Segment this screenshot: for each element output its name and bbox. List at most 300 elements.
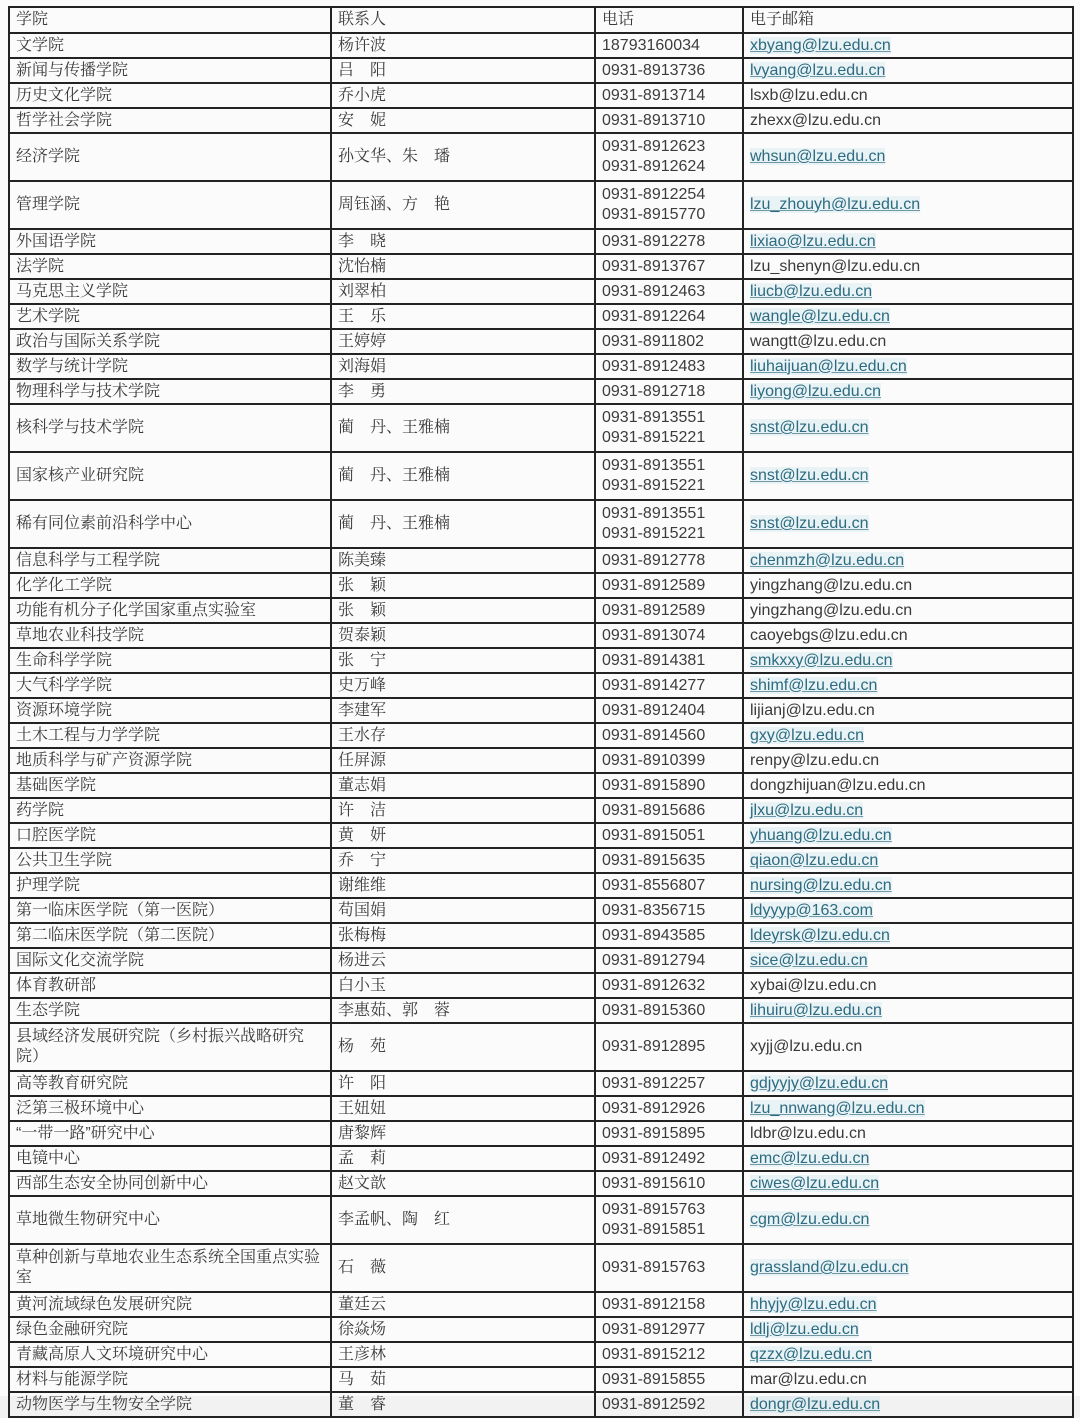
phone-number: 0931-8915855 [602,1370,706,1388]
email-cell [743,998,1073,1023]
table-row [9,83,1073,108]
phone-number: 0931-8915895 [602,1124,706,1142]
phone-cell [595,923,743,948]
contact-cell: 马 茹 [331,1367,595,1392]
contact-cell: 杨进云 [331,948,595,973]
email-cell [743,723,1073,748]
college-cell: 马克思主义学院 [9,279,331,304]
email-cell [743,1023,1073,1071]
phone-cell [595,573,743,598]
email-link[interactable]: sice@lzu.edu.cn [750,951,868,969]
email-cell [743,648,1073,673]
contact-cell: 张 颖 [331,573,595,598]
email-link[interactable]: lvyang@lzu.edu.cn [750,61,886,79]
phone-number: 0931-8912254 [602,186,706,203]
contact-cell: 周钰涵、方 艳 [331,181,595,229]
table-row [9,598,1073,623]
table-row [9,452,1073,500]
college-cell: 哲学社会学院 [9,108,331,133]
phone-cell [595,1317,743,1342]
contact-cell: 王水存 [331,723,595,748]
email-link[interactable]: ldyyyp@163.com [750,901,873,919]
email-link[interactable]: smkxxy@lzu.edu.cn [750,651,893,669]
phone-number: 0931-8915770 [602,206,706,223]
contact-cell: 李 晓 [331,229,595,254]
phone-cell [595,723,743,748]
email-cell [743,1367,1073,1392]
college-cell: 地质科学与矿产资源学院 [9,748,331,773]
email-text: xybai@lzu.edu.cn [750,976,877,994]
table-row [9,1292,1073,1317]
table-row [9,1317,1073,1342]
phone-number: 0931-8556807 [602,876,706,894]
table-row [9,998,1073,1023]
phone-cell [595,548,743,573]
table-row [9,1196,1073,1244]
contact-cell: 许 洁 [331,798,595,823]
college-cell: 化学化工学院 [9,573,331,598]
college-cell: 基础医学院 [9,773,331,798]
college-cell: 艺术学院 [9,304,331,329]
email-cell [743,1292,1073,1317]
email-cell [743,773,1073,798]
phone-cell [595,304,743,329]
email-link[interactable]: snst@lzu.edu.cn [750,515,869,532]
email-cell [743,133,1073,181]
contact-cell: 黄 妍 [331,823,595,848]
table-row [9,573,1073,598]
phone-number: 0931-8911802 [602,332,705,350]
contact-cell: 孟 莉 [331,1146,595,1171]
phone-number: 0931-8910399 [602,751,706,769]
college-cell: 历史文化学院 [9,83,331,108]
email-link[interactable]: wangle@lzu.edu.cn [750,307,890,325]
contact-cell: 白小玉 [331,973,595,998]
table-row [9,1244,1073,1292]
college-cell: 国际文化交流学院 [9,948,331,973]
phone-number: 0931-8913736 [602,61,706,79]
contact-cell: 贺泰颖 [331,623,595,648]
phone-number: 0931-8915635 [602,851,706,869]
phone-cell [595,354,743,379]
phone-number: 0931-8915610 [602,1174,706,1192]
phone-cell [595,229,743,254]
email-cell [743,623,1073,648]
email-cell [743,798,1073,823]
college-cell: 物理科学与技术学院 [9,379,331,404]
phone-number: 0931-8915221 [602,477,706,494]
phone-cell [595,133,743,181]
phone-number: 0931-8915212 [602,1345,706,1363]
email-link[interactable]: ldlj@lzu.edu.cn [750,1320,859,1338]
phone-cell [595,598,743,623]
college-cell: 护理学院 [9,873,331,898]
email-cell [743,1244,1073,1292]
contact-cell: 吕 阳 [331,58,595,83]
phone-cell [595,1023,743,1071]
phone-number: 0931-8913551 [602,505,706,522]
table-row [9,229,1073,254]
phone-number: 0931-8912158 [602,1295,706,1313]
phone-cell [595,379,743,404]
phone-number: 0931-8913074 [602,626,706,644]
contact-cell: 徐焱炀 [331,1317,595,1342]
email-link[interactable]: emc@lzu.edu.cn [750,1149,870,1167]
table-row [9,948,1073,973]
phone-cell [595,329,743,354]
contact-cell: 李惠茹、郭 蓉 [331,998,595,1023]
phone-number: 0931-8912463 [602,282,706,300]
table-row [9,304,1073,329]
table-row [9,33,1073,58]
table-row [9,329,1073,354]
college-cell: 土木工程与力学学院 [9,723,331,748]
college-cell: 西部生态安全协同创新中心 [9,1171,331,1196]
contact-cell: 李建军 [331,698,595,723]
contact-cell: 安 妮 [331,108,595,133]
table-row [9,1023,1073,1071]
phone-number: 0931-8915851 [602,1221,706,1238]
email-cell [743,598,1073,623]
college-cell: 经济学院 [9,133,331,181]
email-link[interactable]: cgm@lzu.edu.cn [750,1211,870,1228]
email-cell [743,1342,1073,1367]
college-cell: 草种创新与草地农业生态系统全国重点实验室 [9,1244,331,1292]
email-cell [743,898,1073,923]
college-cell: 第二临床医学院（第二医院） [9,923,331,948]
email-text: lzu_shenyn@lzu.edu.cn [750,257,921,275]
phone-cell [595,254,743,279]
table-row [9,798,1073,823]
contact-cell: 董廷云 [331,1292,595,1317]
table-row [9,898,1073,923]
contact-cell: 杨 苑 [331,1023,595,1071]
college-cell: 青藏高原人文环境研究中心 [9,1342,331,1367]
phone-number: 0931-8913714 [602,86,706,104]
phone-number: 0931-8915360 [602,1001,706,1019]
contact-cell: 乔小虎 [331,83,595,108]
email-link[interactable]: qzzx@lzu.edu.cn [750,1345,873,1363]
college-cell: 泛第三极环境中心 [9,1096,331,1121]
email-text: renpy@lzu.edu.cn [750,751,880,769]
phone-number: 0931-8912794 [602,951,706,969]
phone-number: 0931-8915763 [602,1259,706,1276]
col-header-email: 电子邮箱 [743,7,1073,33]
phone-number: 0931-8912632 [602,976,706,994]
email-cell [743,973,1073,998]
email-text: yingzhang@lzu.edu.cn [750,601,913,619]
email-cell [743,33,1073,58]
contact-cell: 苟国娟 [331,898,595,923]
col-header-college: 学院 [9,7,331,33]
email-cell [743,329,1073,354]
phone-number: 0931-8913767 [602,257,706,275]
phone-cell [595,1096,743,1121]
email-cell [743,452,1073,500]
col-header-phone: 电话 [595,7,743,33]
phone-cell [595,108,743,133]
table-row [9,379,1073,404]
phone-number: 0931-8915763 [602,1201,706,1218]
email-cell [743,279,1073,304]
email-link[interactable]: liyong@lzu.edu.cn [750,382,881,400]
contact-cell: 赵文歆 [331,1171,595,1196]
contact-cell: 沈怡楠 [331,254,595,279]
college-cell: 新闻与传播学院 [9,58,331,83]
phone-cell [595,848,743,873]
phone-number: 0931-8912624 [602,158,706,175]
phone-cell [595,279,743,304]
phone-number: 0931-8356715 [602,901,706,919]
phone-cell [595,181,743,229]
email-link[interactable]: liuhaijuan@lzu.edu.cn [750,357,907,375]
contact-cell: 王 乐 [331,304,595,329]
contact-cell: 刘翠柏 [331,279,595,304]
email-cell [743,1146,1073,1171]
college-cell: 管理学院 [9,181,331,229]
email-link[interactable]: nursing@lzu.edu.cn [750,876,892,894]
college-cell: 数学与统计学院 [9,354,331,379]
email-cell [743,254,1073,279]
phone-number: 0931-8914277 [602,676,706,694]
table-row [9,1171,1073,1196]
contact-cell: 王妞妞 [331,1096,595,1121]
contact-table [8,6,1074,1418]
phone-number: 0931-8912718 [602,382,706,400]
email-link[interactable]: lzu_nnwang@lzu.edu.cn [750,1099,925,1117]
table-row [9,254,1073,279]
contact-cell: 董 睿 [331,1392,595,1417]
college-cell: 动物医学与生物安全学院 [9,1392,331,1417]
table-row [9,1146,1073,1171]
phone-number: 0931-8912977 [602,1320,706,1338]
phone-cell [595,33,743,58]
phone-number: 0931-8912592 [602,1395,706,1413]
email-cell [743,1196,1073,1244]
phone-number: 0931-8912926 [602,1099,706,1117]
email-link[interactable]: lihuiru@lzu.edu.cn [750,1001,882,1019]
phone-cell [595,1196,743,1244]
table-row [9,1392,1073,1417]
email-link[interactable]: shimf@lzu.edu.cn [750,676,878,694]
email-cell [743,848,1073,873]
email-text: yingzhang@lzu.edu.cn [750,576,913,594]
phone-number: 0931-8912623 [602,138,706,155]
table-row [9,1367,1073,1392]
email-text: lijianj@lzu.edu.cn [750,701,875,719]
header-row [9,7,1073,33]
email-cell [743,1392,1073,1417]
email-cell [743,948,1073,973]
email-cell [743,573,1073,598]
phone-number: 0931-8915051 [602,826,706,844]
college-cell: 文学院 [9,33,331,58]
email-link[interactable]: whsun@lzu.edu.cn [750,148,886,165]
college-cell: 外国语学院 [9,229,331,254]
contact-cell: 石 薇 [331,1244,595,1292]
phone-cell [595,1244,743,1292]
college-cell: 材料与能源学院 [9,1367,331,1392]
email-link[interactable]: lzu_zhouyh@lzu.edu.cn [750,196,921,213]
phone-cell [595,998,743,1023]
contact-cell: 孙文华、朱 璠 [331,133,595,181]
college-cell: 草地农业科技学院 [9,623,331,648]
table-row [9,748,1073,773]
table-row [9,1342,1073,1367]
table-row [9,673,1073,698]
email-link[interactable]: snst@lzu.edu.cn [750,467,869,484]
phone-cell [595,673,743,698]
contact-cell: 陈美臻 [331,548,595,573]
table-row [9,773,1073,798]
table-row [9,973,1073,998]
college-cell: 县域经济发展研究院（乡村振兴战略研究院） [9,1023,331,1071]
phone-number: 0931-8912264 [602,307,706,325]
email-cell [743,698,1073,723]
phone-cell [595,648,743,673]
phone-number: 0931-8915686 [602,801,706,819]
phone-number: 0931-8912589 [602,576,706,594]
college-cell: 信息科学与工程学院 [9,548,331,573]
phone-number: 0931-8915890 [602,776,706,794]
college-cell: 草地微生物研究中心 [9,1196,331,1244]
phone-number: 0931-8913710 [602,111,706,129]
contact-cell: 蔺 丹、王雅楠 [331,452,595,500]
table-row [9,108,1073,133]
table-row [9,1096,1073,1121]
college-cell: 大气科学学院 [9,673,331,698]
table-row [9,648,1073,673]
col-header-contact: 联系人 [331,7,595,33]
email-cell [743,923,1073,948]
phone-cell [595,898,743,923]
phone-number: 0931-8912589 [602,601,706,619]
email-text: mar@lzu.edu.cn [750,1370,867,1388]
phone-cell [595,1392,743,1417]
phone-number: 0931-8912492 [602,1149,706,1167]
contact-cell: 王彦林 [331,1342,595,1367]
email-cell [743,83,1073,108]
phone-cell [595,873,743,898]
email-cell [743,873,1073,898]
email-cell [743,181,1073,229]
phone-cell [595,1071,743,1096]
phone-cell [595,83,743,108]
phone-number: 0931-8912278 [602,232,706,250]
email-cell [743,229,1073,254]
table-row [9,823,1073,848]
phone-number: 0931-8914560 [602,726,706,744]
table-row [9,698,1073,723]
contact-cell: 唐黎辉 [331,1121,595,1146]
contact-cell: 张梅梅 [331,923,595,948]
email-link[interactable]: liucb@lzu.edu.cn [750,282,873,300]
email-link[interactable]: xbyang@lzu.edu.cn [750,36,891,54]
email-link[interactable]: grassland@lzu.edu.cn [750,1259,909,1276]
table-row [9,354,1073,379]
college-cell: “一带一路”研究中心 [9,1121,331,1146]
table-row [9,500,1073,548]
table-row [9,923,1073,948]
contact-cell: 李孟帆、陶 红 [331,1196,595,1244]
email-cell [743,748,1073,773]
table-row [9,58,1073,83]
table-body [9,33,1073,1417]
phone-number: 0931-8914381 [602,651,706,669]
email-link[interactable]: jlxu@lzu.edu.cn [750,801,864,819]
contact-cell: 董志娟 [331,773,595,798]
table-row [9,873,1073,898]
email-link[interactable]: yhuang@lzu.edu.cn [750,826,892,844]
phone-number: 18793160034 [602,36,700,54]
email-text: zhexx@lzu.edu.cn [750,111,881,129]
email-link[interactable]: gxy@lzu.edu.cn [750,726,865,744]
college-cell: 第一临床医学院（第一医院） [9,898,331,923]
phone-cell [595,748,743,773]
email-link[interactable]: dongr@lzu.edu.cn [750,1395,881,1413]
phone-number: 0931-8912257 [602,1074,706,1092]
phone-cell [595,1342,743,1367]
contact-cell: 谢维维 [331,873,595,898]
email-link[interactable]: ldeyrsk@lzu.edu.cn [750,926,890,944]
email-cell [743,1121,1073,1146]
table-row [9,1121,1073,1146]
email-link[interactable]: qiaon@lzu.edu.cn [750,851,879,869]
college-cell: 功能有机分子化学国家重点实验室 [9,598,331,623]
contact-cell: 张 颖 [331,598,595,623]
college-cell: 公共卫生学院 [9,848,331,873]
email-link[interactable]: chenmzh@lzu.edu.cn [750,551,905,569]
email-link[interactable]: gdjyyjy@lzu.edu.cn [750,1074,889,1092]
table-row [9,1071,1073,1096]
email-link[interactable]: snst@lzu.edu.cn [750,419,869,436]
email-text: dongzhijuan@lzu.edu.cn [750,776,926,794]
phone-cell [595,1171,743,1196]
college-cell: 政治与国际关系学院 [9,329,331,354]
college-cell: 生态学院 [9,998,331,1023]
contact-cell: 许 阳 [331,1071,595,1096]
phone-number: 0931-8912778 [602,551,706,569]
email-cell [743,379,1073,404]
table-row [9,623,1073,648]
college-cell: 电镜中心 [9,1146,331,1171]
college-cell: 国家核产业研究院 [9,452,331,500]
email-link[interactable]: hhyjy@lzu.edu.cn [750,1295,877,1313]
contact-cell: 李 勇 [331,379,595,404]
phone-number: 0931-8912404 [602,701,706,719]
college-cell: 法学院 [9,254,331,279]
table-row [9,404,1073,452]
email-cell [743,1171,1073,1196]
email-cell [743,404,1073,452]
email-text: lsxb@lzu.edu.cn [750,86,868,104]
table-row [9,181,1073,229]
email-cell [743,548,1073,573]
college-cell: 药学院 [9,798,331,823]
table-row [9,548,1073,573]
phone-cell [595,973,743,998]
college-cell: 高等教育研究院 [9,1071,331,1096]
email-text: wangtt@lzu.edu.cn [750,332,887,350]
email-cell [743,500,1073,548]
contact-cell: 蔺 丹、王雅楠 [331,404,595,452]
email-cell [743,823,1073,848]
email-link[interactable]: ciwes@lzu.edu.cn [750,1174,880,1192]
college-cell: 稀有同位素前沿科学中心 [9,500,331,548]
phone-cell [595,698,743,723]
phone-cell [595,1121,743,1146]
email-link[interactable]: lixiao@lzu.edu.cn [750,232,876,250]
